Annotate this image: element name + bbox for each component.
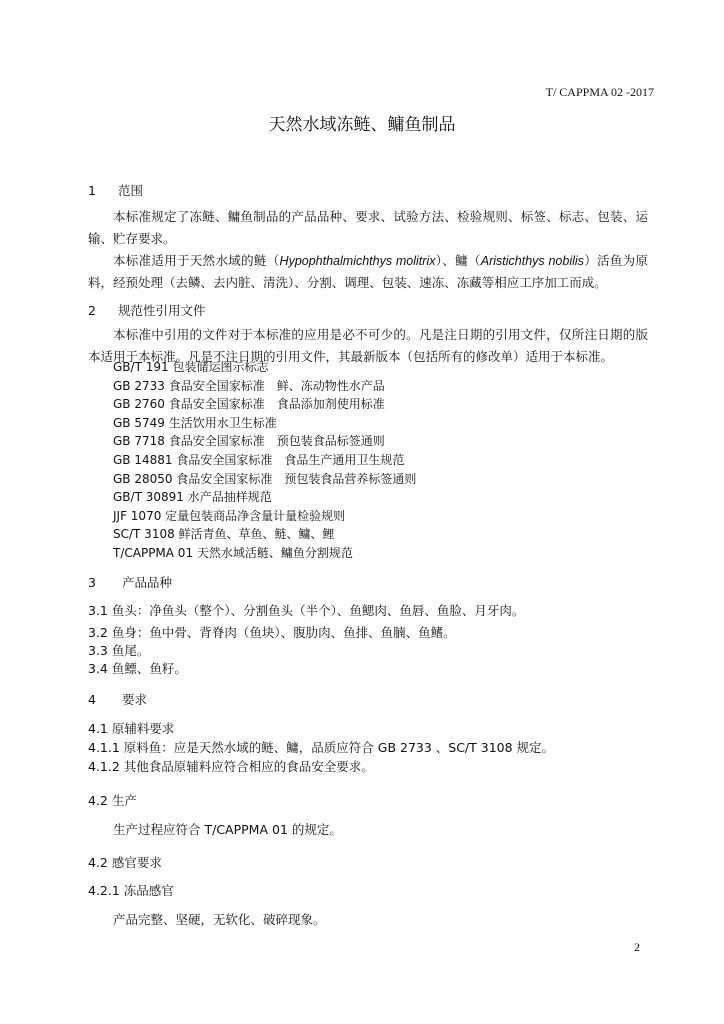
subsection-heading: 4.1 原辅料要求 — [88, 721, 175, 736]
section-2-heading — [88, 301, 206, 319]
section-1-number: 1 — [88, 183, 96, 198]
requirement-item: 4.1.1 原料鱼：应是天然水域的鲢、鳙，品质应符合 GB 2733 、SC/T 3108 规定。 — [88, 740, 555, 755]
section-4-title: 要求 — [122, 692, 148, 707]
subsection-heading: 4.2 感官要求 — [88, 855, 162, 870]
product-item: 3.4 鱼鳔、鱼籽。 — [88, 661, 187, 676]
reference-item: T/CAPPMA 01 天然水域活鲢、鳙鱼分割规范 — [113, 545, 353, 560]
reference-item: JJF 1070 定量包装商品净含量计量检验规则 — [113, 508, 346, 523]
product-item: 3.1 鱼头：净鱼头（整个）、分割鱼头（半个）、鱼鳃肉、鱼唇、鱼脸、月牙肉。 — [88, 603, 525, 618]
section-3-heading — [88, 573, 172, 591]
references-paragraph: 本标准中引用的文件对于本标准的应用是必不可少的。凡是注日期的引用文件，仅所注日期的版本适用于本标准。凡是不注日期的引用文件，其最新版本（包括所有的修改单）适用于本标准。 — [88, 327, 648, 364]
reference-item: GB 7718 食品安全国家标准 预包装食品标签通则 — [113, 434, 385, 449]
scope-paragraph-1: 本标准规定了冻鲢、鳙鱼制品的产品品种、要求、试验方法、检验规则、标签、标志、包装、运输、贮存要求。 — [88, 209, 648, 246]
section-2-title: 规范性引用文件 — [118, 303, 206, 318]
section-1-heading — [88, 181, 143, 199]
reference-item: GB 5749 生活饮用水卫生标准 — [113, 415, 277, 430]
reference-item: GB/T 191 包装储运图示标志 — [113, 360, 269, 374]
reference-item: GB 2760 食品安全国家标准 食品添加剂使用标准 — [113, 397, 385, 412]
subsection-heading: 4.2 生产 — [88, 793, 137, 808]
reference-item: GB 28050 食品安全国家标准 预包装食品营养标签通则 — [113, 471, 417, 486]
reference-item: GB 14881 食品安全国家标准 食品生产通用卫生规范 — [113, 452, 405, 467]
scope-paragraph-2: 本标准适用于天然水域的鲢（Hypophthalmichthys molitrix）、鳙（Aristichthys nobilis）活鱼为原料，经预处理（去鳞、去内脏、清洗）、分割、调理、包装、速冻、冻藏等相应工序加工而成。 — [88, 253, 648, 290]
production-text: 生产过程应符合 T/CAPPMA 01 的规定。 — [113, 822, 342, 837]
reference-item: SC/T 3108 鲜活青鱼、草鱼、鲢、鳙、鲤 — [113, 527, 335, 542]
section-1-title: 范围 — [118, 183, 144, 198]
section-3-number: 3 — [88, 575, 96, 590]
document-title: 天然水域冻鲢、鳙鱼制品 — [268, 115, 456, 135]
section-4-number: 4 — [88, 692, 96, 707]
reference-list — [113, 358, 416, 563]
requirement-item: 4.1.2 其他食品原辅料应符合相应的食品安全要求。 — [88, 759, 374, 774]
section-4-heading — [88, 690, 147, 708]
reference-item: GB/T 30891 水产品抽样规范 — [113, 490, 272, 505]
section-1-body — [88, 206, 648, 294]
species-name-bighead-carp: Aristichthys nobilis — [480, 254, 584, 268]
reference-item: GB 2733 食品安全国家标准 鲜、冻动物性水产品 — [113, 378, 385, 393]
species-name-silver-carp: Hypophthalmichthys molitrix — [279, 254, 436, 268]
product-item: 3.2 鱼身：鱼中骨、背脊肉（鱼块）、腹肋肉、鱼排、鱼腩、鱼鳍。 — [88, 625, 456, 640]
section-3-title: 产品品种 — [122, 575, 173, 590]
section-2-number: 2 — [88, 303, 96, 318]
product-item: 3.3 鱼尾。 — [88, 643, 150, 658]
sensory-text: 产品完整、坚硬，无软化、破碎现象。 — [113, 912, 326, 927]
page-number: 2 — [634, 940, 640, 954]
requirement-item: 4.2.1 冻品感官 — [88, 883, 174, 898]
standard-code: T/ CAPPMA 02 -2017 — [545, 85, 654, 99]
